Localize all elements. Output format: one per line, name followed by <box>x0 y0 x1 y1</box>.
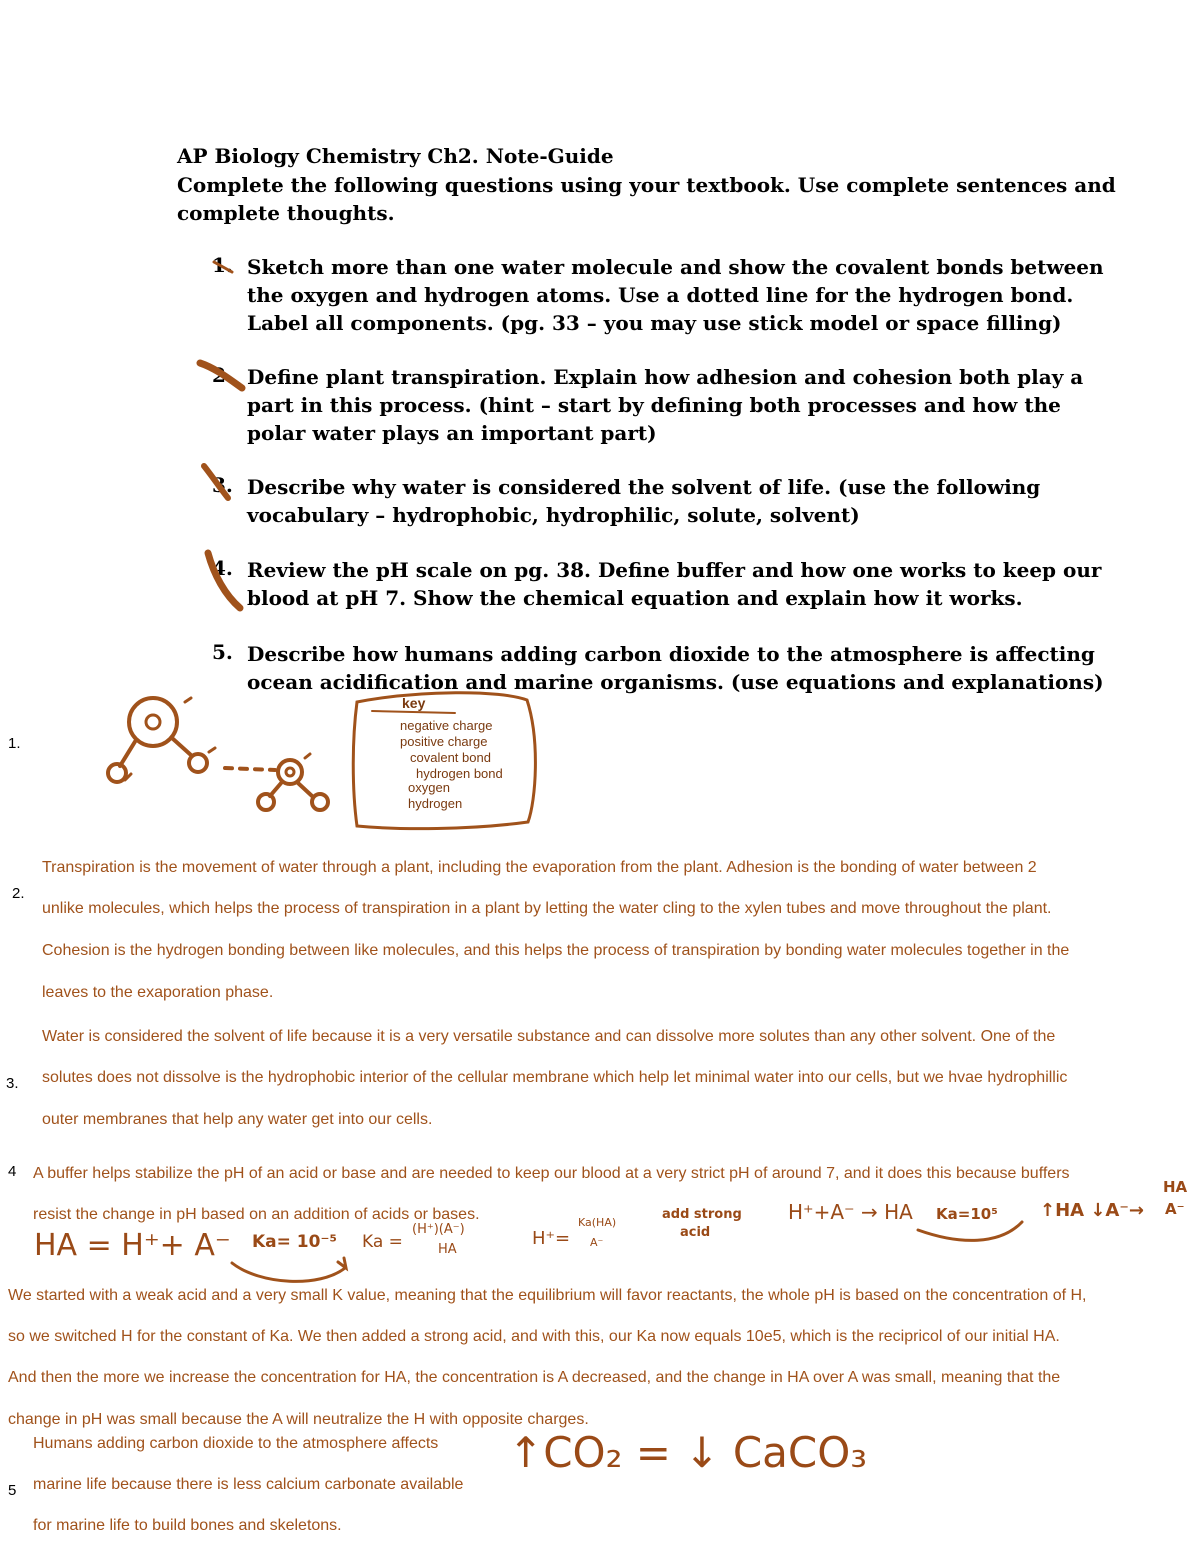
answer-2-line: Cohesion is the hydrogen bonding between like molecules, and this helps the process of transpiration by bonding water molecules together in the <box>42 942 1070 959</box>
question-line: ocean acidification and marine organisms. (use equations and explanations) <box>247 670 1104 694</box>
question-line: the oxygen and hydrogen atoms. Use a dotted line for the hydrogen bond. <box>247 283 1074 307</box>
answer-5-line: Humans adding carbon dioxide to the atmosphere affects <box>33 1435 439 1452</box>
answer-2-line: leaves to the exaporation phase. <box>42 984 274 1001</box>
answer-number: 3. <box>6 1075 19 1092</box>
answer-3-line: Water is considered the solvent of life because it is a very versatile substance and can dissolve more solutes than any other solvent. One of the <box>42 1028 1056 1045</box>
answer-number: 4 <box>8 1163 17 1180</box>
strike-mark-3 <box>204 466 228 498</box>
answer-number: 2. <box>12 885 25 902</box>
oxygen-nucleus <box>146 715 160 729</box>
hydrogen-atom <box>108 764 126 782</box>
question-line: Describe why water is considered the solvent of life. (use the following <box>247 475 1041 499</box>
handwritten-fraction-den: A⁻ <box>590 1236 604 1249</box>
strike-mark-1 <box>214 262 232 272</box>
covalent-bond <box>298 783 312 796</box>
answer-4-line: resist the change in pH based on an addition of acids or bases. <box>33 1206 480 1223</box>
hydrogen-atom <box>312 794 328 810</box>
handwritten-equation: H⁺+A⁻ → HA <box>788 1200 913 1224</box>
key-item: positive charge <box>400 734 488 749</box>
handwritten-fraction-den: A⁻ <box>1165 1200 1185 1218</box>
key-item: covalent bond <box>410 750 491 765</box>
answer-number: 5 <box>8 1482 17 1499</box>
page-title: AP Biology Chemistry Ch2. Note-Guide <box>177 144 614 168</box>
key-item: hydrogen <box>408 796 463 811</box>
question-number: 4. <box>212 556 233 580</box>
question-number: 2. <box>212 363 233 387</box>
covalent-bond <box>172 738 192 756</box>
hydrogen-atom <box>258 794 274 810</box>
handwritten-fraction-num: (H⁺)(A⁻) <box>412 1222 465 1237</box>
key-item: negative charge <box>400 718 493 733</box>
handwritten-note: add strong <box>662 1207 742 1222</box>
handwritten-ka: Ka=10⁵ <box>936 1205 998 1223</box>
key-item: oxygen <box>408 780 450 795</box>
answer-4b-line: And then the more we increase the concentration for HA, the concentration is A decreased, and the change in HA over A was small, meaning that the <box>8 1369 1061 1386</box>
question-number: 1. <box>212 253 233 277</box>
key-item: hydrogen bond <box>416 766 503 781</box>
handwritten-ka: Ka= 10⁻⁵ <box>252 1232 337 1252</box>
handwritten-fraction-den: HA <box>438 1242 457 1257</box>
answer-5-line: marine life because there is less calcium carbonate available <box>33 1476 464 1493</box>
answer-4-line: A buffer helps stabilize the pH of an acid or base and are needed to keep our blood at a very strict pH of around 7, and it does this because buffers <box>33 1165 1070 1182</box>
hydrogen-atom <box>189 754 207 772</box>
strike-mark-2 <box>200 363 242 388</box>
instructions-line: complete thoughts. <box>177 201 395 225</box>
question-line: Label all components. (pg. 33 – you may use stick model or space filling) <box>247 311 1062 335</box>
question-line: Describe how humans adding carbon dioxide to the atmosphere is affecting <box>247 642 1095 666</box>
handwritten-note: acid <box>680 1225 711 1240</box>
answer-5-line: for marine life to build bones and skeletons. <box>33 1517 342 1534</box>
strike-mark-4 <box>208 553 240 608</box>
answer-3-line: solutes does not dissolve is the hydrophobic interior of the cellular membrane which help let minimal water into our cells, but we hvae hydrophillic <box>42 1069 1068 1086</box>
arrow-curve <box>232 1263 345 1281</box>
question-number: 5. <box>212 640 233 664</box>
handwritten-co2-equation: ↑CO₂ = ↓ CaCO₃ <box>508 1428 868 1477</box>
question-line: part in this process. (hint – start by defining both processes and how the <box>247 393 1061 417</box>
arrow-curve <box>918 1222 1022 1240</box>
answer-number: 1. <box>8 735 21 752</box>
question-line: Review the pH scale on pg. 38. Define buffer and how one works to keep our <box>247 558 1102 582</box>
answer-2-line: Transpiration is the movement of water through a plant, including the evaporation from the plant. Adhesion is the bonding of water between 2 <box>42 859 1037 876</box>
question-line: polar water plays an important part) <box>247 421 657 445</box>
answer-4b-line: We started with a weak acid and a very small K value, meaning that the equilibrium will favor reactants, the whole pH is based on the concentration of H, <box>8 1287 1087 1304</box>
question-line: vocabulary – hydrophobic, hydrophilic, solute, solvent) <box>247 503 860 527</box>
hydrogen-bond <box>225 768 275 770</box>
handwritten-fraction-num: Ka(HA) <box>578 1216 617 1229</box>
handwritten-fraction-num: HA <box>1163 1178 1188 1196</box>
question-line: Define plant transpiration. Explain how adhesion and cohesion both play a <box>247 365 1084 389</box>
question-number: 3. <box>212 473 233 497</box>
question-line: blood at pH 7. Show the chemical equation and explain how it works. <box>247 586 1023 610</box>
answer-4b-line: so we switched H for the constant of Ka. We then added a strong acid, and with this, our Ka now equals 10e5, which is the recipricol of our initial HA. <box>8 1328 1060 1345</box>
handwritten-equation: HA = H⁺+ A⁻ <box>34 1228 231 1263</box>
covalent-bond <box>120 740 136 766</box>
answer-3-line: outer membranes that help any water get into our cells. <box>42 1111 433 1128</box>
handwritten-trend: ↑HA ↓A⁻→ <box>1040 1200 1144 1221</box>
handwritten-h: H⁺= <box>532 1228 571 1249</box>
answer-4b-line: change in pH was small because the A will neutralize the H with opposite charges. <box>8 1411 589 1428</box>
instructions-line: Complete the following questions using your textbook. Use complete sentences and <box>177 173 1116 197</box>
answer-2-line: unlike molecules, which helps the process of transpiration in a plant by letting the water cling to the xylen tubes and move throughout the plant. <box>42 900 1052 917</box>
key-title: key <box>402 695 426 711</box>
question-line: Sketch more than one water molecule and show the covalent bonds between <box>247 255 1104 279</box>
handwritten-ka: Ka = <box>362 1232 403 1252</box>
